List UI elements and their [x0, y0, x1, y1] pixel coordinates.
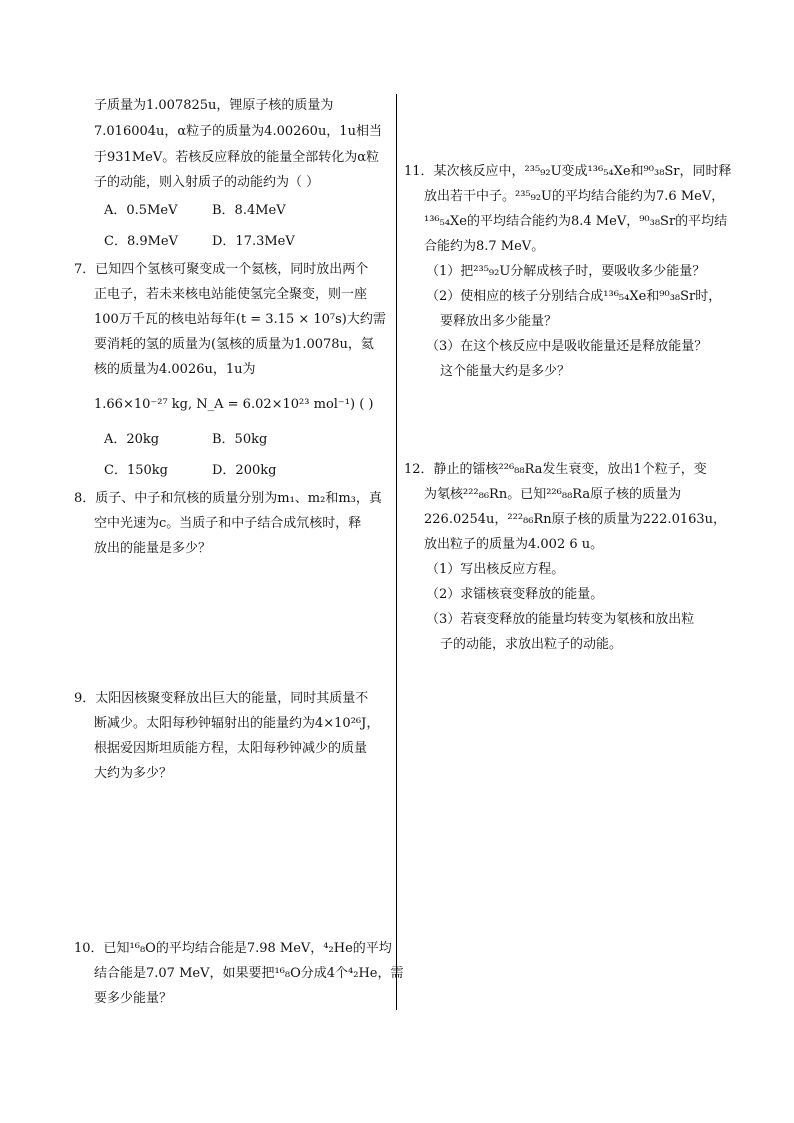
q12-line-1: 12．静止的镭核²²⁶₈₈Ra发生衰变，放出1个粒子，变 — [404, 462, 707, 477]
q6-option-b: B．8.4MeV — [212, 203, 286, 218]
q6-line-2: 7.016004u，α粒子的质量为4.00260u，1u相当 — [94, 124, 382, 139]
q11-line-1: 11．某次核反应中，²³⁵₉₂U变成¹³⁶₅₄Xe和⁹⁰₃₈Sr，同时释 — [404, 164, 732, 179]
q8-line-1: 8．质子、中子和氘核的质量分别为m₁、m₂和m₃，真 — [74, 491, 382, 506]
q6-line-1: 子质量为1.007825u，锂原子核的质量为 — [94, 98, 334, 113]
q6-line-3: 于931MeV。若核反应释放的能量全部转化为α粒 — [94, 150, 379, 165]
q6-option-d: D．17.3MeV — [212, 234, 295, 249]
column-divider — [396, 94, 397, 1010]
q12-part-2: （2）求镭核衰变释放的能量。 — [426, 587, 604, 602]
q12-line-2: 为氡核²²²₈₆Rn。已知²²⁶₈₈Ra原子核的质量为 — [424, 487, 682, 502]
q6-line-4: 子的动能，则入射质子的动能约为（ ） — [94, 175, 320, 190]
q12-part-1: （1）写出核反应方程。 — [426, 562, 565, 577]
q7-line-4: 要消耗的氢的质量为(氢核的质量为1.0078u，氦 — [94, 337, 374, 352]
q11-part-2-cont: 要释放出多少能量？ — [440, 314, 558, 329]
q7-line-1: 7．已知四个氢核可聚变成一个氦核，同时放出两个 — [74, 262, 369, 277]
q12-part-3: （3）若衰变释放的能量均转变为氡核和放出粒 — [426, 612, 695, 627]
q10-line-3: 要多少能量？ — [94, 991, 173, 1006]
q10-line-1: 10．已知¹⁶₈O的平均结合能是7.98 MeV，⁴₂He的平均 — [74, 941, 392, 956]
q8-line-3: 放出的能量是多少？ — [94, 541, 212, 556]
q7-option-c: C．150kg — [104, 463, 168, 478]
q11-line-2: 放出若干中子。²³⁵₉₂U的平均结合能约为7.6 MeV， — [424, 189, 725, 204]
q6-option-a: A．0.5MeV — [104, 203, 178, 218]
q12-line-3: 226.0254u，²²²₈₆Rn原子核的质量为222.0163u， — [424, 512, 727, 527]
q9-line-2: 断减少。太阳每秒钟辐射出的能量约为4×10²⁶J， — [94, 716, 380, 731]
q10-line-2: 结合能是7.07 MeV，如果要把¹⁶₈O分成4个⁴₂He，需 — [94, 966, 404, 981]
q9-line-4: 大约为多少？ — [94, 766, 173, 781]
q12-part-3-cont: 子的动能，求放出粒子的动能。 — [440, 637, 623, 652]
q6-option-c: C．8.9MeV — [104, 234, 179, 249]
q11-part-3: （3）在这个核反应中是吸收能量还是释放能量？ — [426, 339, 708, 354]
q7-option-b: B．50kg — [212, 432, 268, 447]
q7-option-d: D．200kg — [212, 463, 277, 478]
q7-line-3: 100万千瓦的核电站每年(t = 3.15 × 10⁷s)大约需 — [94, 312, 386, 327]
q8-line-2: 空中光速为c。当质子和中子结合成氘核时，释 — [94, 516, 362, 531]
q7-line-5: 核的质量为4.0026u，1u为 — [94, 362, 256, 377]
q7-line-2: 正电子，若未来核电站能使氢完全聚变，则一座 — [94, 287, 368, 302]
q9-line-1: 9．太阳因核聚变释放出巨大的能量，同时其质量不 — [74, 691, 369, 706]
q11-line-4: 合能约为8.7 MeV。 — [424, 239, 545, 254]
q11-part-2: （2）使相应的核子分别结合成¹³⁶₅₄Xe和⁹⁰₃₈Sr时， — [426, 289, 722, 304]
q11-line-3: ¹³⁶₅₄Xe的平均结合能约为8.4 MeV，⁹⁰₃₈Sr的平均结 — [424, 214, 728, 229]
q9-line-3: 根据爱因斯坦质能方程，太阳每秒钟减少的质量 — [94, 741, 368, 756]
q12-line-4: 放出粒子的质量为4.002 6 u。 — [424, 537, 604, 552]
q7-line-6: 1.66×10⁻²⁷ kg, N_A = 6.02×10²³ mol⁻¹) ( ) — [94, 397, 374, 412]
q7-option-a: A．20kg — [104, 432, 160, 447]
q11-part-3-cont: 这个能量大约是多少？ — [440, 364, 571, 379]
q11-part-1: （1）把²³⁵₉₂U分解成核子时，要吸收多少能量？ — [426, 264, 706, 279]
